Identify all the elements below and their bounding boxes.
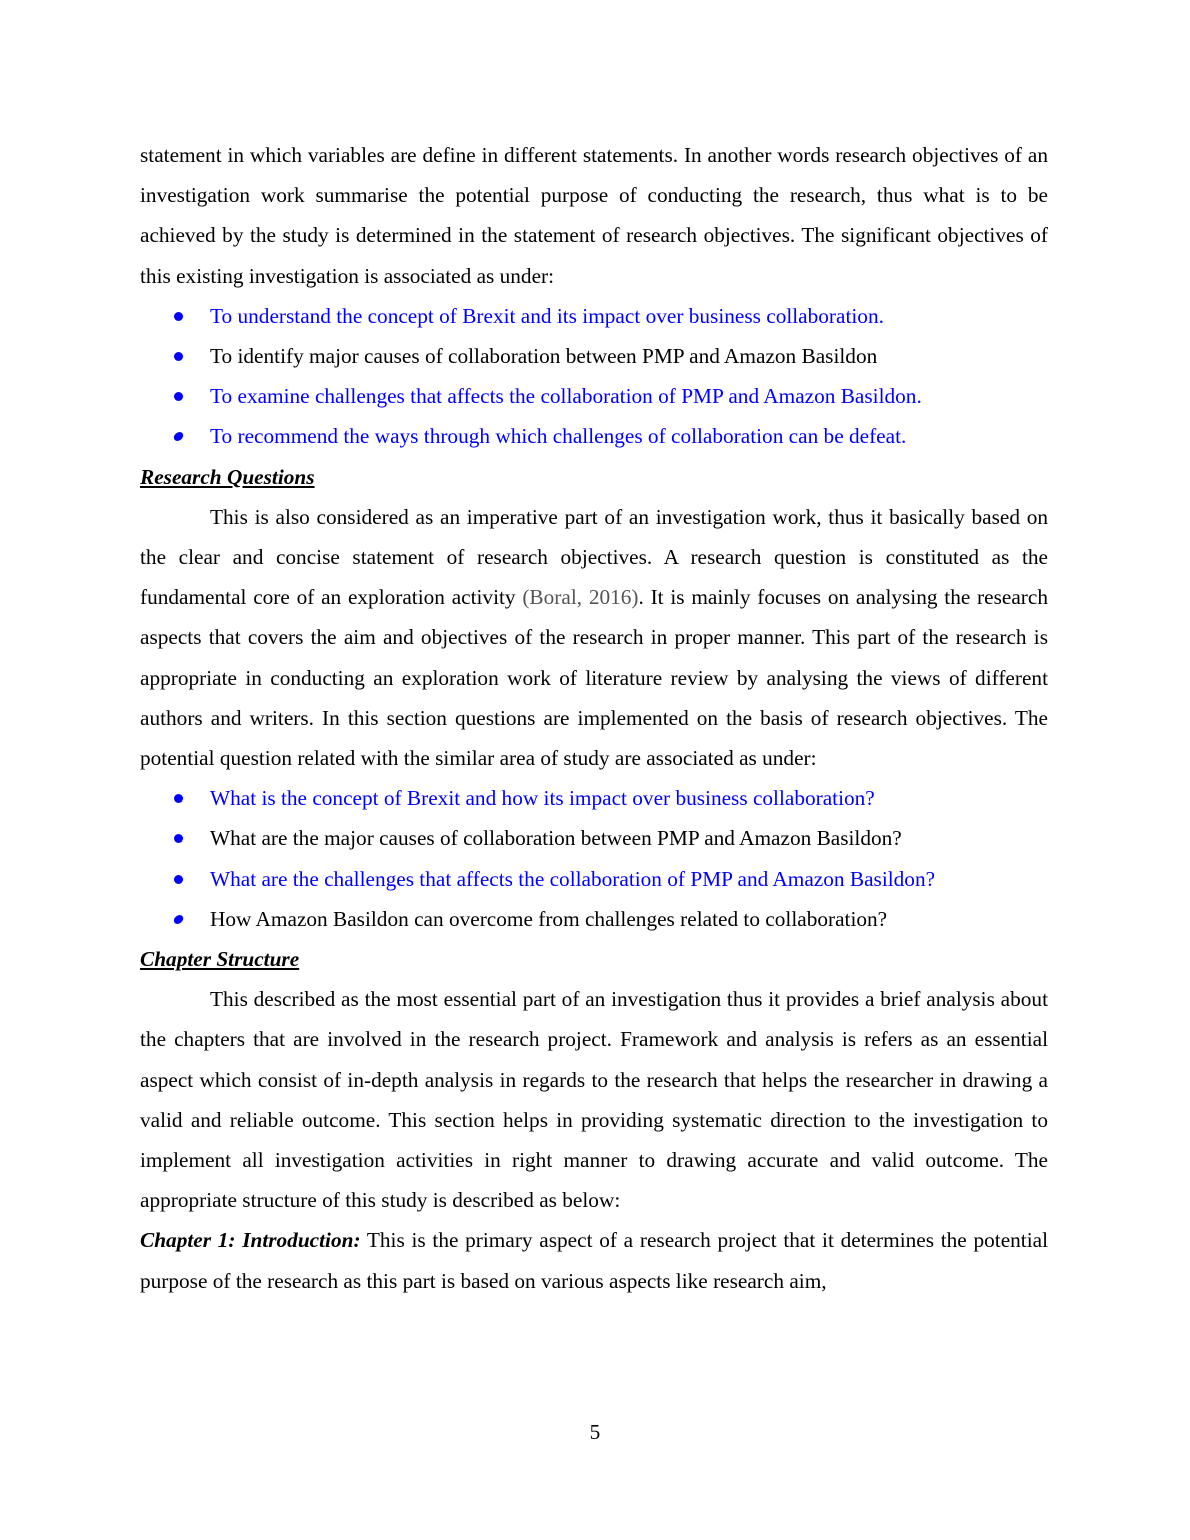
list-item [140,818,1048,858]
research-questions-paragraph [140,497,1048,778]
list-item [140,899,1048,939]
citation: (Boral, 2016) [522,585,639,610]
document-body [140,135,1048,1301]
objective-text: To understand the concept of Brexit and its impact over business collaboration. [210,303,884,328]
bullet-icon [173,432,184,441]
paragraph-text: This is also considered as an imperative part of an investigation work, thus it basically based on the clear and concise statement of research objectives. A research question is constituted as the fundamental core of an exploration activity [140,504,1048,610]
bullet-icon [174,392,183,401]
intro-paragraph: statement in which variables are define in different statements. In another words research objectives of an investigation work summarise the potential purpose of conducting the research, thus what is to be achieved by the study is determined in the statement of research objectives. The significant objectives of this existing investigation is associated as under: [140,143,1048,288]
bullet-icon [174,834,183,843]
page-number: 5 [589,1420,601,1444]
objectives-list [140,296,1048,457]
questions-list [140,778,1048,939]
bullet-icon [173,915,184,924]
chapter1-text: This is the primary aspect of a research project that it determines the potential purpose of the research as this part is based on various aspects like research aim, [140,1228,1048,1293]
objective-text: To examine challenges that affects the collaboration of PMP and Amazon Basildon. [210,384,922,409]
question-text: How Amazon Basildon can overcome from challenges related to collaboration? [210,906,888,931]
chapter1-label: Chapter 1: Introduction: [140,1228,361,1253]
objective-text: To recommend the ways through which challenges of collaboration can be defeat. [210,424,907,449]
objective-text: To identify major causes of collaboration between PMP and Amazon Basildon [210,344,878,369]
question-text: What are the major causes of collaboration between PMP and Amazon Basildon? [210,826,902,851]
list-item [140,336,1048,376]
chapter-structure-heading: Chapter Structure [140,947,300,972]
question-text: What are the challenges that affects the collaboration of PMP and Amazon Basildon? [210,866,936,891]
list-item [140,859,1048,899]
bullet-icon [174,794,183,803]
list-item [140,376,1048,416]
chapter-structure-paragraph: This described as the most essential part of an investigation thus it provides a brief analysis about the chapters that are involved in the research project. Framework and analysis is refers as an essential aspect which consist of in-depth analysis in regards to the research that helps the researcher in drawing a valid and reliable outcome. This section helps in providing systematic direction to the investigation to implement all investigation activities in right manner to drawing accurate and valid outcome. The appropriate structure of this study is described as below: [140,987,1048,1213]
chapter1-paragraph [140,1220,1048,1300]
bullet-icon [174,875,183,884]
list-item [140,296,1048,336]
research-questions-heading: Research Questions [140,464,315,489]
list-item [140,416,1048,456]
list-item [140,778,1048,818]
bullet-icon [174,312,183,321]
paragraph-text: . It is mainly focuses on analysing the research aspects that covers the aim and objectives of the research in proper manner. This part of the research is appropriate in conducting an exploration work of literature review by analysing the views of different authors and writers. In this section questions are implemented on the basis of research objectives. The potential question related with the similar area of study are associated as under: [140,585,1048,771]
question-text: What is the concept of Brexit and how its impact over business collaboration? [210,786,875,811]
bullet-icon [174,352,183,361]
